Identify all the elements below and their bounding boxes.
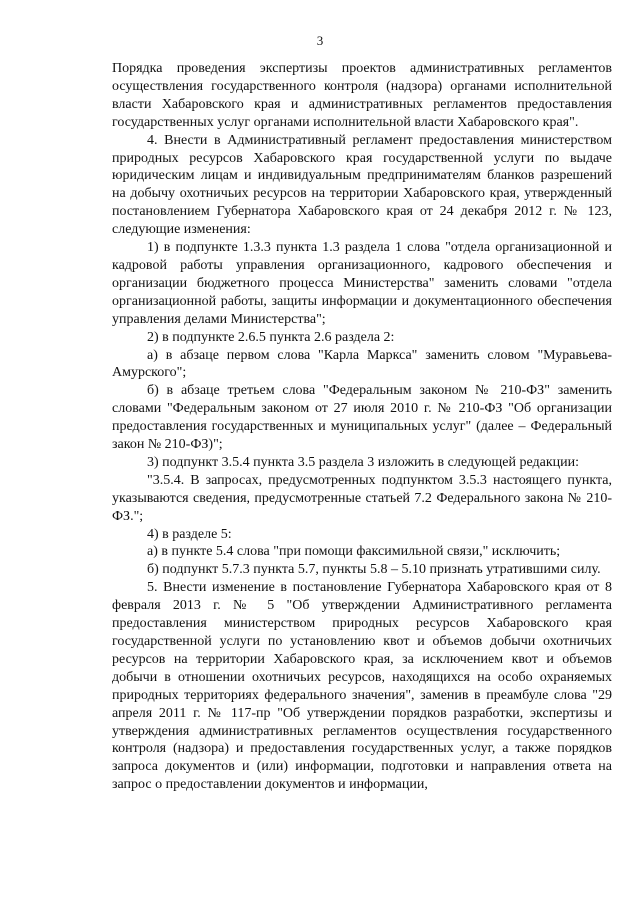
paragraph-subitem-4b: б) подпункт 5.7.3 пункта 5.7, пункты 5.8 – 5.10 признать утратившими силу. xyxy=(147,562,601,578)
paragraph-subitem-2a: а) в абзаце первом слова "Карла Маркса" заменить словом "Муравьева-Амурского"; xyxy=(112,347,612,381)
paragraph-subitem-3: 3) подпункт 3.5.4 пункта 3.5 раздела 3 изложить в следующей редакции: xyxy=(147,454,579,470)
paragraph-subitem-4a: а) в пункте 5.4 слова "при помощи факсимильной связи," исключить; xyxy=(147,544,561,560)
paragraph-item-5: 5. Внести изменение в постановление Губернатора Хабаровского края от 8 февраля 2013 г. № 5 "Об утверждении Административного регламента предоставления министерством природных ресурсов Хабаровского края государственной услуги по установлению квот и объемов добычи охотничьих ресурсов на территории Хабаровского края, за исключением квот и объемов добычи в отношении охотничьих ресурсов, находящихся на особо охраняемых природных территориях федерального значения", заменив в преамбуле слова "29 апреля 2011 г. № 117-пр "Об утверждении порядков разработки, экспертизы и утверждения административных регламентов осуществления государственного контроля (надзора) и предоставления государственных услуг, а также порядков запроса документов и (или) информации, подготовки и направления ответа на запрос о предоставлении документов и информации, xyxy=(112,580,612,793)
paragraph-quote-3-5-4: "3.5.4. В запросах, предусмотренных подпунктом 3.5.3 настоящего пункта, указываются сведения, предусмотренные статьей 7.2 Федерального закона № 210-ФЗ."; xyxy=(112,472,612,524)
paragraph-subitem-1: 1) в подпункте 1.3.3 пункта 1.3 раздела 1 слова "отдела организационной и кадровой работы управления организационного, кадрового обеспечения и организации бюджетного процесса Министерства" заменить словами "отдела организационной работы, защиты информации и документационного обеспечения управления делами Министерства"; xyxy=(112,240,612,327)
paragraph-continuation: Порядка проведения экспертизы проектов административных регламентов осуществления государственного контроля (надзора) органами исполнительной власти Хабаровского края и административных регламентов предоставления государственных услуг органами исполнительной власти Хабаровского края". xyxy=(112,61,612,130)
paragraph-subitem-2: 2) в подпункте 2.6.5 пункта 2.6 раздела 2: xyxy=(147,329,395,345)
paragraph-subitem-4: 4) в разделе 5: xyxy=(147,526,232,542)
page-number: 3 xyxy=(316,33,324,48)
document-body xyxy=(112,60,612,794)
paragraph-item-4: 4. Внести в Административный регламент предоставления министерством природных ресурсов Хабаровского края государственной услуги по выдаче юридическим лицам и индивидуальным предпринимателям бланков разрешений на добычу охотничьих ресурсов на территории Хабаровского края, утвержденный постановлением Губернатора Хабаровского края от 24 декабря 2012 г. № 123, следующие изменения: xyxy=(112,132,612,238)
paragraph-subitem-2b: б) в абзаце третьем слова "Федеральным законом № 210-ФЗ" заменить словами "Федеральным законом от 27 июля 2010 г. № 210-ФЗ "Об организации предоставления государственных и муниципальных услуг" (далее – Федеральный закон № 210-ФЗ)"; xyxy=(112,383,612,453)
